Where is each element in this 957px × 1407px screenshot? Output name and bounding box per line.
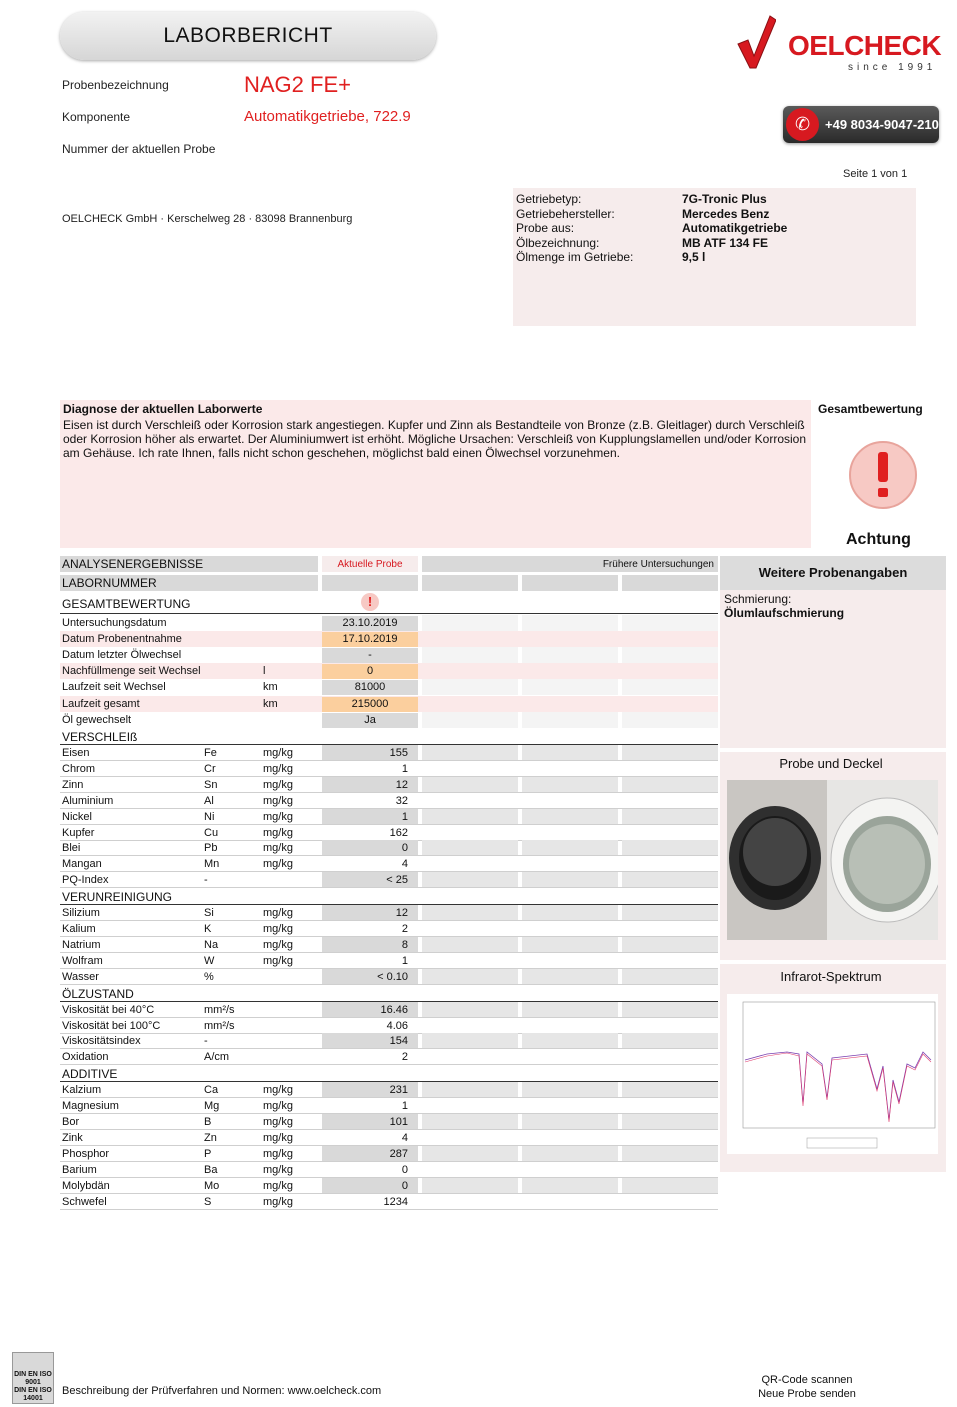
row-label: Chrom — [62, 762, 96, 775]
row-label: Silizium — [62, 907, 100, 920]
history-cell — [622, 1130, 718, 1146]
history-cell — [422, 921, 518, 937]
meta-label: Laufzeit gesamt — [62, 697, 140, 710]
gesamt-row-label: GESAMTBEWERTUNG — [62, 597, 191, 611]
row-label: Kalzium — [62, 1084, 102, 1097]
meta-value: Ja — [364, 713, 376, 726]
meta-label: Nachfüllmenge seit Wechsel — [62, 665, 201, 678]
history-cell — [522, 696, 618, 712]
row-value: 0 — [401, 1179, 408, 1192]
row-symbol: Ni — [204, 810, 215, 823]
history-cell — [422, 1146, 518, 1162]
info-key: Ölmenge im Getriebe: — [516, 250, 634, 264]
history-cell — [622, 1114, 718, 1130]
phone-icon: ✆ — [786, 108, 819, 141]
history-cell — [422, 937, 518, 953]
diagnose-text: Eisen ist durch Verschleiß oder Korrosion stark angestiegen. Kupfer und Zinn als Bestandteile von Bronze (z.B. Gleitlager) durch Verschleiß oder Korrosion höher als erwartet. Der Aluminiumwert ist erhöht. Mögliche Ursachen: Verschleiß von Kupplungslamellen und/oder Korrosion am Gehäuse. Ich rate Ihnen, falls nicht schon geschehen, möglichst bald einen Ölwechsel vorzunehmen. — [63, 418, 807, 460]
exclamation-small-icon: ! — [361, 593, 379, 611]
history-cell — [522, 953, 618, 969]
history-cell — [622, 937, 718, 953]
row-unit: mg/kg — [263, 954, 293, 967]
row-unit: mg/kg — [263, 794, 293, 807]
analysen-header: ANALYSENERGEBNISSE — [62, 557, 204, 571]
row-unit: mg/kg — [263, 1084, 293, 1097]
history-cell — [422, 1018, 518, 1034]
meta-label: Datum letzter Ölwechsel — [62, 649, 182, 662]
history-cell — [622, 1002, 718, 1018]
history-cell — [422, 1033, 518, 1049]
history-cell — [422, 615, 518, 631]
history-cell — [622, 1082, 718, 1098]
row-label: Wolfram — [62, 954, 103, 967]
row-symbol: Mo — [204, 1179, 220, 1192]
history-cell — [622, 856, 718, 872]
row-symbol: K — [204, 923, 212, 935]
history-cell — [622, 905, 718, 921]
history-cell — [422, 1114, 518, 1130]
row-symbol: Cr — [204, 762, 216, 775]
history-cell — [422, 663, 518, 679]
section-title: ÖLZUSTAND — [60, 986, 718, 1002]
schmierung-label: Schmierung: — [724, 592, 792, 606]
meta-label: Untersuchungsdatum — [62, 617, 167, 629]
history-cell — [522, 905, 618, 921]
history-cell — [622, 969, 718, 985]
history-cell — [622, 1049, 718, 1065]
history-cell — [422, 696, 518, 712]
history-cell — [522, 615, 618, 631]
history-cell — [522, 809, 618, 825]
brand-logo: OELCHECK — [788, 30, 942, 61]
history-cell — [422, 1162, 518, 1178]
history-cell — [622, 953, 718, 969]
history-cell — [522, 631, 618, 647]
history-cell — [422, 1194, 518, 1210]
row-value: 2 — [401, 1051, 408, 1064]
labornummer-cell-0 — [422, 575, 518, 591]
row-symbol: - — [204, 1035, 208, 1048]
row-value: 4 — [401, 858, 408, 871]
page-number: Seite 1 von 1 — [843, 168, 908, 180]
row-value: 1 — [401, 954, 408, 967]
row-unit: mg/kg — [263, 778, 293, 791]
meta-label: Laufzeit seit Wechsel — [62, 681, 166, 694]
meta-value: - — [368, 649, 372, 662]
row-symbol: Sn — [204, 778, 218, 791]
aktuell-header: Aktuelle Probe — [337, 559, 403, 570]
row-line — [60, 984, 718, 985]
row-unit: mg/kg — [263, 762, 293, 775]
row-value: < 25 — [386, 874, 408, 887]
row-value: 1 — [401, 762, 408, 775]
row-symbol: mm²/s — [204, 1019, 235, 1032]
row-value: 16.46 — [380, 1003, 408, 1016]
meta-value: 215000 — [351, 697, 389, 710]
row-symbol: mm²/s — [204, 1003, 235, 1016]
row-unit: mg/kg — [263, 858, 293, 871]
history-cell — [422, 809, 518, 825]
history-cell — [622, 679, 718, 695]
history-cell — [622, 696, 718, 712]
row-label: Viskosität bei 100°C — [62, 1019, 161, 1032]
row-unit: mg/kg — [263, 938, 293, 951]
history-cell — [522, 1033, 618, 1049]
row-symbol: W — [204, 954, 215, 967]
row-unit: mg/kg — [263, 810, 293, 823]
row-symbol: Mn — [204, 858, 220, 871]
history-cell — [622, 872, 718, 888]
row-symbol: Mg — [204, 1100, 220, 1113]
history-cell — [622, 793, 718, 809]
row-symbol: Zn — [204, 1131, 217, 1144]
infrarot-title: Infrarot-Spektrum — [780, 969, 882, 984]
nummer-label: Nummer der aktuellen Probe — [62, 142, 216, 156]
history-cell — [522, 937, 618, 953]
history-cell — [622, 1098, 718, 1114]
row-label: Kalium — [62, 923, 96, 935]
weitere-title: Weitere Probenangaben — [720, 556, 946, 590]
history-cell — [622, 840, 718, 856]
row-line — [60, 1064, 718, 1065]
history-cell — [422, 905, 518, 921]
row-label: Phosphor — [62, 1147, 110, 1160]
info-value: MB ATF 134 FE — [682, 235, 769, 250]
labornummer-cell-2 — [622, 575, 718, 591]
row-label: Wasser — [62, 970, 99, 983]
history-cell — [422, 1082, 518, 1098]
row-line — [60, 887, 718, 888]
history-cell — [622, 615, 718, 631]
history-cell — [622, 761, 718, 777]
komponente-value: Automatikgetriebe, 722.9 — [244, 108, 411, 125]
history-cell — [422, 679, 518, 695]
history-cell — [522, 1098, 618, 1114]
row-value: 2 — [401, 923, 408, 935]
history-cell — [522, 969, 618, 985]
history-cell — [522, 1130, 618, 1146]
row-value: 0 — [401, 1163, 408, 1176]
row-symbol: S — [204, 1195, 212, 1208]
history-cell — [422, 856, 518, 872]
history-cell — [422, 1130, 518, 1146]
row-unit: mg/kg — [263, 1147, 293, 1160]
row-value: 32 — [395, 794, 408, 807]
info-value: 7G-Tronic Plus — [682, 192, 767, 206]
history-cell — [522, 647, 618, 663]
checkmark-logo-icon — [736, 14, 776, 70]
row-value: 4 — [401, 1131, 408, 1144]
history-cell — [622, 1033, 718, 1049]
history-cell — [422, 777, 518, 793]
history-cell — [522, 1082, 618, 1098]
history-cell — [622, 825, 718, 841]
row-label: Blei — [62, 842, 81, 855]
history-cell — [522, 1194, 618, 1210]
history-cell — [422, 872, 518, 888]
history-cell — [622, 809, 718, 825]
history-cell — [422, 647, 518, 663]
labornummer-label: LABORNUMMER — [62, 576, 157, 590]
row-value: 287 — [389, 1147, 408, 1160]
row-label: Mangan — [62, 858, 102, 871]
row-symbol: B — [204, 1116, 212, 1128]
row-unit: mg/kg — [263, 1163, 293, 1176]
sample-photo — [727, 780, 938, 940]
row-value: 4.06 — [386, 1019, 408, 1032]
diagnose-title: Diagnose der aktuellen Laborwerte — [63, 402, 263, 416]
row-unit: mg/kg — [263, 1179, 293, 1192]
qr-text-1: QR-Code scannen — [761, 1374, 853, 1386]
row-label: PQ-Index — [62, 874, 109, 887]
history-cell — [422, 1049, 518, 1065]
history-cell — [622, 663, 718, 679]
row-symbol: Si — [204, 907, 214, 920]
since-text: since 1991 — [848, 62, 937, 73]
diagnose-box — [60, 400, 811, 548]
row-label: Schwefel — [62, 1195, 107, 1208]
row-label: Molybdän — [62, 1179, 110, 1192]
history-cell — [522, 712, 618, 728]
row-value: 1 — [401, 810, 408, 823]
meta-unit: l — [263, 665, 266, 678]
row-unit: mg/kg — [263, 1195, 293, 1208]
iso-certification-badge: DIN EN ISO 9001 DIN EN ISO 14001 — [12, 1352, 54, 1404]
history-cell — [522, 1146, 618, 1162]
row-unit: mg/kg — [263, 747, 293, 759]
history-cell — [422, 761, 518, 777]
history-cell — [522, 1178, 618, 1194]
row-value: 8 — [401, 938, 408, 951]
section-title: VERUNREINIGUNG — [60, 889, 718, 905]
row-unit: mg/kg — [263, 923, 293, 935]
section-title: VERSCHLEIß — [60, 729, 718, 745]
probe-label: Probenbezeichnung — [62, 78, 169, 92]
row-value: < 0.10 — [377, 970, 408, 983]
labornummer-cell — [322, 575, 418, 591]
history-cell — [522, 921, 618, 937]
history-cell — [622, 631, 718, 647]
row-value: 0 — [401, 842, 408, 855]
info-key: Getriebehersteller: — [516, 206, 615, 221]
row-label: Nickel — [62, 810, 92, 823]
row-value: 1 — [401, 1100, 408, 1113]
history-cell — [422, 1178, 518, 1194]
row-unit: mg/kg — [263, 826, 293, 839]
row-label: Magnesium — [62, 1100, 119, 1113]
gesamtbewertung-title: Gesamtbewertung — [818, 402, 923, 416]
row-unit: mg/kg — [263, 842, 293, 855]
history-cell — [522, 840, 618, 856]
row-value: 231 — [389, 1084, 408, 1097]
frueher-header: Frühere Untersuchungen — [602, 559, 714, 570]
history-cell — [622, 712, 718, 728]
row-unit: mg/kg — [263, 1100, 293, 1113]
history-cell — [522, 793, 618, 809]
row-symbol: Ba — [204, 1163, 218, 1176]
info-key: Ölbezeichnung: — [516, 235, 600, 250]
history-cell — [422, 1098, 518, 1114]
history-cell — [522, 1002, 618, 1018]
gesamt-status: Achtung — [846, 531, 911, 548]
schmierung-value: Ölumlaufschmierung — [724, 606, 845, 620]
history-cell — [622, 921, 718, 937]
row-label: Viskosität bei 40°C — [62, 1003, 155, 1016]
history-cell — [622, 647, 718, 663]
row-value: 154 — [389, 1035, 408, 1048]
row-line — [60, 1209, 718, 1210]
row-symbol: Cu — [204, 826, 219, 839]
row-value: 12 — [395, 778, 408, 791]
history-cell — [622, 1162, 718, 1178]
komponente-label: Komponente — [62, 110, 131, 124]
report-title: LABORBERICHT — [60, 12, 436, 60]
history-cell — [522, 872, 618, 888]
info-value: 9,5 l — [682, 250, 706, 264]
meta-value: 17.10.2019 — [342, 633, 398, 646]
history-cell — [522, 679, 618, 695]
history-cell — [422, 793, 518, 809]
meta-value: 0 — [366, 665, 374, 678]
row-value: 12 — [395, 907, 408, 920]
info-key: Getriebetyp: — [516, 192, 582, 206]
history-cell — [522, 663, 618, 679]
row-label: Barium — [62, 1163, 97, 1176]
exclamation-icon — [848, 440, 918, 510]
row-label: Oxidation — [62, 1051, 109, 1064]
row-symbol: Al — [204, 794, 214, 807]
row-symbol: A/cm — [204, 1051, 230, 1064]
history-cell — [422, 1002, 518, 1018]
history-cell — [422, 825, 518, 841]
info-value: Automatikgetriebe — [682, 221, 788, 235]
norms-link[interactable]: Beschreibung der Prüfverfahren und Normen: www.oelcheck.com — [62, 1385, 382, 1397]
history-cell — [622, 1146, 718, 1162]
company-address: OELCHECK GmbH · Kerschelweg 28 · 83098 Brannenburg — [62, 213, 353, 225]
row-unit: mg/kg — [263, 1116, 293, 1128]
labornummer-cell-1 — [522, 575, 618, 591]
ir-spectrum-image — [727, 994, 938, 1154]
meta-value: 23.10.2019 — [342, 617, 398, 629]
meta-label: Öl gewechselt — [62, 713, 132, 726]
history-cell — [622, 1178, 718, 1194]
history-cell — [622, 1018, 718, 1034]
row-value: 1234 — [383, 1195, 408, 1208]
row-label: Aluminium — [62, 794, 114, 807]
row-label: Natrium — [62, 938, 101, 951]
meta-unit: km — [263, 681, 278, 694]
row-unit: mg/kg — [263, 907, 293, 920]
history-cell — [522, 761, 618, 777]
history-cell — [622, 745, 718, 761]
history-cell — [522, 1018, 618, 1034]
history-cell — [622, 1194, 718, 1210]
row-value: 162 — [389, 826, 408, 839]
row-symbol: Na — [204, 938, 219, 951]
section-title: ADDITIVE — [60, 1066, 718, 1082]
probe-deckel-title: Probe und Deckel — [779, 756, 883, 771]
row-label: Eisen — [62, 747, 90, 759]
row-value: 101 — [389, 1116, 408, 1128]
phone-badge[interactable]: +49 8034-9047-210 — [783, 106, 939, 143]
history-cell — [422, 840, 518, 856]
history-cell — [422, 969, 518, 985]
row-label: Viskositätsindex — [62, 1035, 141, 1048]
row-label: Zinn — [62, 778, 84, 791]
row-label: Zink — [62, 1131, 83, 1144]
history-cell — [422, 631, 518, 647]
meta-label: Datum Probenentnahme — [62, 633, 182, 646]
history-cell — [522, 1049, 618, 1065]
info-value: Mercedes Benz — [682, 206, 770, 221]
row-label: Bor — [62, 1116, 80, 1128]
row-value: 155 — [389, 747, 408, 759]
history-cell — [522, 1114, 618, 1130]
row-unit: mg/kg — [263, 1131, 293, 1144]
row-symbol: Ca — [204, 1084, 219, 1097]
info-key: Probe aus: — [516, 221, 575, 235]
history-cell — [522, 825, 618, 841]
history-cell — [522, 745, 618, 761]
row-symbol: - — [204, 874, 208, 887]
row-symbol: Pb — [204, 842, 218, 855]
history-cell — [422, 712, 518, 728]
qr-text-2: Neue Probe senden — [758, 1388, 856, 1400]
history-cell — [622, 777, 718, 793]
row-symbol: P — [204, 1147, 212, 1160]
history-cell — [422, 953, 518, 969]
history-cell — [522, 1162, 618, 1178]
meta-value: 81000 — [354, 681, 386, 694]
divider — [60, 613, 718, 614]
history-cell — [422, 745, 518, 761]
row-symbol: % — [204, 970, 214, 983]
probe-value: NAG2 FE+ — [244, 72, 351, 97]
history-cell — [522, 856, 618, 872]
row-symbol: Fe — [204, 747, 217, 759]
meta-unit: km — [263, 697, 278, 710]
row-label: Kupfer — [62, 826, 95, 839]
history-cell — [522, 777, 618, 793]
